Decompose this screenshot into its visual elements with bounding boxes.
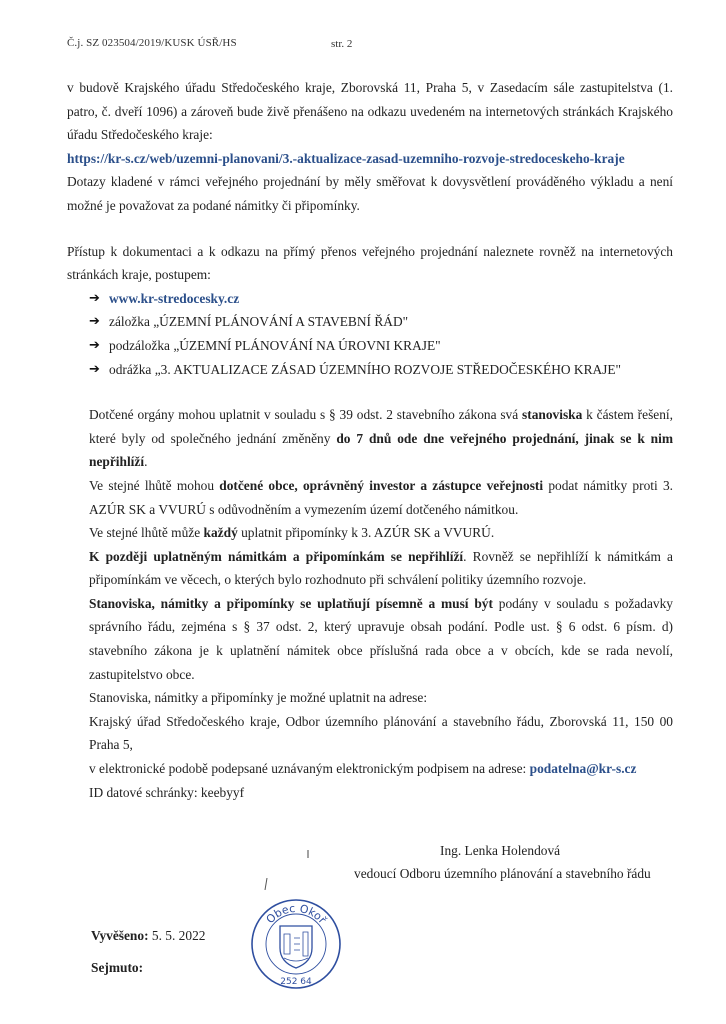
list-item	[89, 334, 673, 358]
paragraph-authorities	[89, 403, 673, 474]
municipal-stamp	[250, 898, 342, 990]
paragraph-municipalities	[89, 474, 673, 521]
step-tab: záložka „ÚZEMNÍ PLÁNOVÁNÍ A STAVEBNÍ ŘÁD"	[109, 314, 409, 330]
indented-section	[67, 403, 673, 804]
text-bold: Stanoviska, námitky a připomínky se uplatňují písemně a musí být	[89, 595, 493, 611]
text: k částem řešení, které byly od společného jednání změněny	[89, 407, 673, 446]
text-bold: stanoviska	[522, 407, 583, 423]
list-item	[89, 358, 673, 382]
spacer	[67, 381, 673, 403]
paragraph-address-intro: Stanoviska, námitky a připomínky je možné uplatnit na adrese:	[89, 690, 428, 706]
posted-label: Vyvěšeno:	[91, 928, 149, 943]
paragraph-access: Přístup k dokumentaci a k odkazu na přímý přenos veřejného projednání naleznete rovněž na internetových stránkách kraje, postupem:	[67, 243, 673, 283]
arrow-right-icon: ➔	[89, 337, 100, 353]
removed-label: Sejmuto:	[91, 960, 144, 975]
paragraph-questions: Dotazy kladené v rámci veřejného projednání by měly směřovat k dovysvětlení prováděného výkladu a není možné je považovat za podané námitky či připomínky.	[67, 174, 673, 213]
text: podány v souladu s požadavky správního řádu, zejména s § 37 odst. 2, který upravuje obsah podání. Podle ust. § 6 odst. 6 písm. d) stavebního zákona je k uplatnění námitek obce příslušná rada obce a v obcích, kde se rada nevolí, zastupitelstvo obce.	[89, 595, 673, 682]
list-item	[89, 287, 673, 311]
stamp-text-top: Obec Okoř	[263, 901, 329, 927]
text-bold: do 7 dnů ode dne veřejného projednání, jinak se k nim nepřihlíží	[89, 430, 673, 470]
text: v elektronické podobě podepsané uznávaným elektronickým podpisem na adrese:	[89, 761, 530, 777]
arrow-right-icon: ➔	[89, 314, 100, 330]
link-main[interactable]: https://kr-s.cz/web/uzemni-planovani/3.-aktualizace-zasad-uzemniho-rozvoje-stredoceskeho-kraje	[67, 150, 625, 166]
text-bold: dotčené obce, oprávněný investor a zástupce veřejnosti	[219, 477, 544, 493]
list-item	[89, 310, 673, 334]
paragraph-venue: v budově Krajského úřadu Středočeského kraje, Zborovská 11, Praha 5, v Zasedacím sále zastupitelstva (1. patro, č. dveří 1096) a zároveň bude živě přenášeno na odkazu uvedeném na internetových stránkách Krajského úřadu Středočeského kraje:	[67, 80, 673, 143]
email-link[interactable]: podatelna@kr-s.cz	[529, 761, 637, 777]
paragraph-everyone	[89, 521, 673, 545]
text: Ve stejné lhůtě může	[89, 525, 204, 541]
paragraph-data-box: ID datové schránky: keebyyf	[89, 784, 245, 800]
signatory-title: vedoucí Odboru územního plánování a stavebního řádu	[354, 866, 651, 881]
text: Dotčené orgány mohou uplatnit v souladu s § 39 odst. 2 stavebního zákona svá	[89, 407, 523, 423]
signatory-name: Ing. Lenka Holendová	[440, 843, 561, 858]
arrow-right-icon: ➔	[89, 290, 100, 306]
text: Ve stejné lhůtě mohou	[89, 477, 220, 493]
posted-date: 5. 5. 2022	[151, 928, 206, 943]
text: podat námitky proti 3. AZÚR SK a VVURÚ s odůvodněním a vymezením území dotčeného námitkou.	[89, 477, 673, 517]
stamp-text-bottom: 252 64	[280, 977, 312, 987]
reference-number: Č.j. SZ 023504/2019/KUSK ÚSŘ/HS	[67, 37, 237, 49]
link-kraj[interactable]: www.kr-stredocesky.cz	[109, 290, 240, 306]
steps-list	[67, 287, 673, 381]
text: .	[144, 454, 148, 470]
posted-row	[91, 928, 205, 944]
spacer	[67, 218, 673, 240]
step-bullet: odrážka „3. AKTUALIZACE ZÁSAD ÚZEMNÍHO ROZVOJE STŘEDOČESKÉHO KRAJE"	[109, 361, 622, 377]
document-body	[67, 76, 673, 804]
pen-mark	[307, 850, 309, 858]
paragraph-address: Krajský úřad Středočeského kraje, Odbor územního plánování a stavebního řádu, Zborovská 11, 150 00 Praha 5,	[89, 713, 673, 753]
step-subtab: podzáložka „ÚZEMNÍ PLÁNOVÁNÍ NA ÚROVNI KRAJE"	[109, 337, 441, 353]
paragraph-written	[89, 592, 673, 686]
pen-mark	[264, 878, 268, 890]
text-bold: každý	[203, 525, 238, 541]
page-number: str. 2	[331, 38, 353, 50]
text: uplatnit připomínky k 3. AZÚR SK a VVURÚ.	[237, 525, 495, 541]
text: . Rovněž se nepřihlíží k námitkám a připomínkám ve věcech, o kterých bylo rozhodnuto při schválení politiky územního rozvoje.	[89, 548, 674, 588]
paragraph-late	[89, 545, 673, 592]
paragraph-electronic	[89, 757, 673, 781]
arrow-right-icon: ➔	[89, 361, 100, 377]
text-bold: K později uplatněným námitkám a připomínkám se nepřihlíží	[89, 548, 464, 564]
